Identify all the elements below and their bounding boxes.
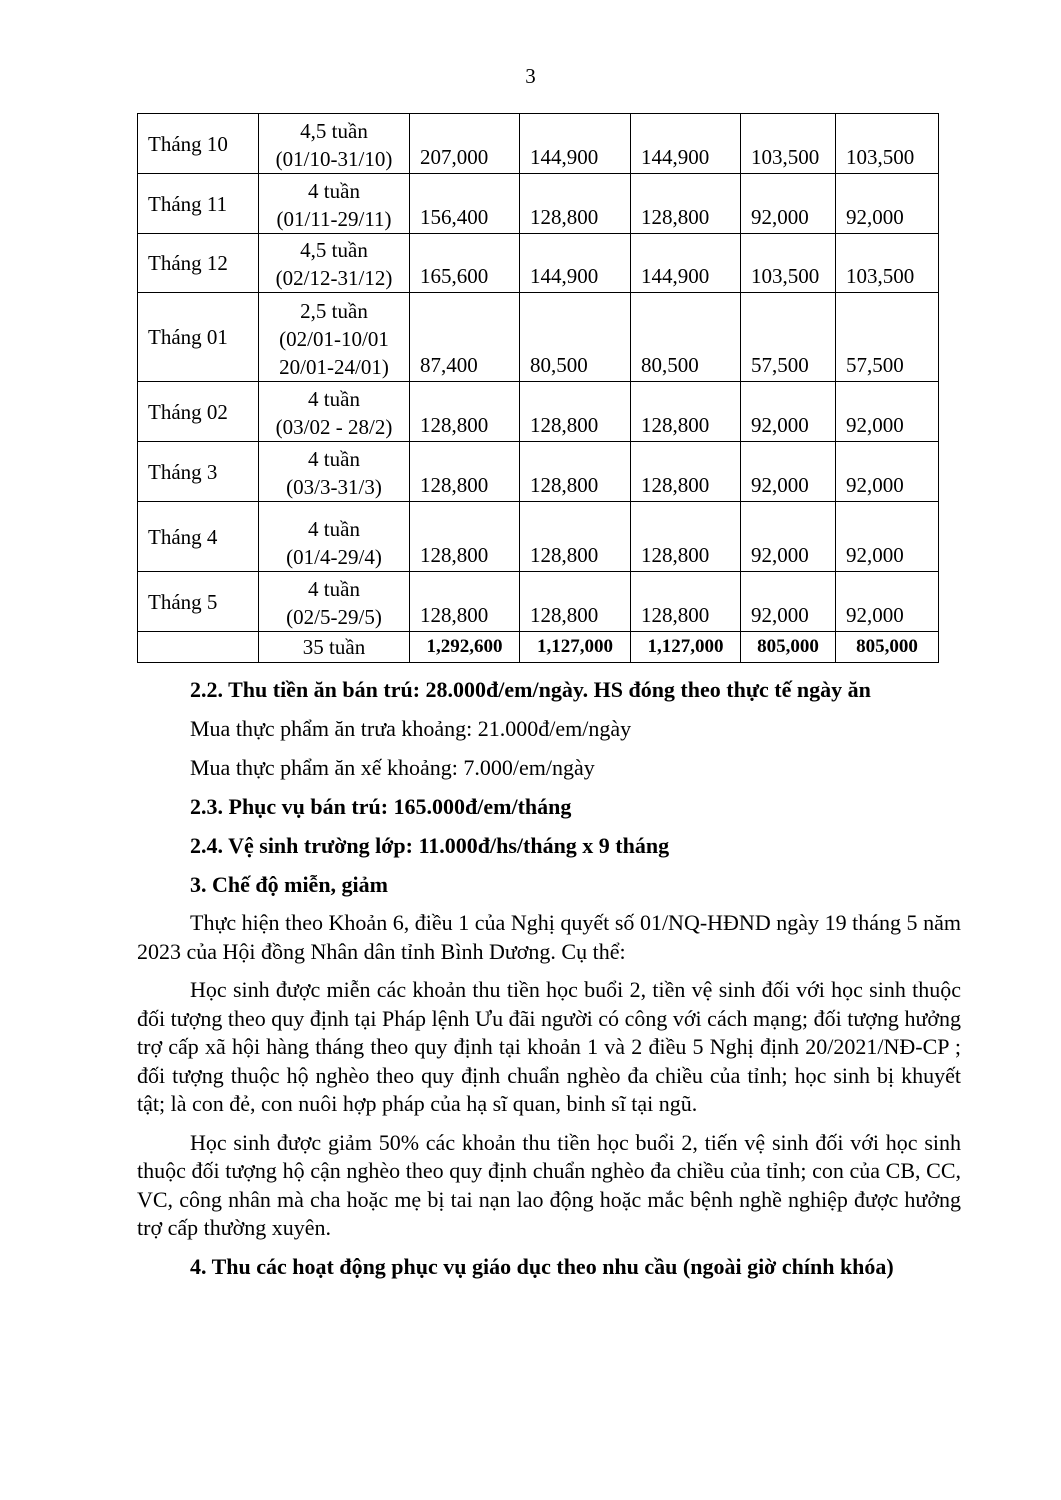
total-value-cell: 1,127,000 bbox=[520, 632, 631, 663]
snack-cost-line: Mua thực phẩm ăn xế khoảng: 7.000/em/ngày bbox=[190, 755, 595, 780]
fee-value-cell: 144,900 bbox=[520, 114, 631, 174]
total-value-cell: 1,292,600 bbox=[410, 632, 520, 663]
date-range: (01/11-29/11) bbox=[276, 207, 392, 231]
month-cell: Tháng 10 bbox=[138, 114, 259, 174]
fee-value-cell: 144,900 bbox=[631, 234, 741, 293]
month-cell: Tháng 01 bbox=[138, 293, 259, 382]
total-weeks-cell: 35 tuần bbox=[259, 632, 410, 663]
week-count: 4 tuần bbox=[308, 387, 360, 411]
fee-value-cell: 128,800 bbox=[631, 174, 741, 234]
fee-value-cell: 165,600 bbox=[410, 234, 520, 293]
month-cell: Tháng 12 bbox=[138, 234, 259, 293]
fee-value-cell: 144,900 bbox=[631, 114, 741, 174]
week-count: 4 tuần bbox=[308, 517, 360, 541]
fee-value-cell: 87,400 bbox=[410, 293, 520, 382]
fee-value-cell: 128,800 bbox=[410, 572, 520, 632]
fee-value-cell: 144,900 bbox=[520, 234, 631, 293]
weeks-cell bbox=[259, 382, 410, 442]
document-body bbox=[137, 676, 961, 1281]
fee-value-cell: 128,800 bbox=[410, 502, 520, 572]
section-2-2-heading: 2.2. Thu tiền ăn bán trú: 28.000đ/em/ngày. HS đóng theo thực tế ngày ăn bbox=[190, 677, 871, 702]
table-row bbox=[138, 572, 939, 632]
fee-value-cell: 128,800 bbox=[520, 442, 631, 502]
fee-value-cell: 128,800 bbox=[410, 442, 520, 502]
weeks-cell bbox=[259, 234, 410, 293]
table-row bbox=[138, 174, 939, 234]
week-count: 2,5 tuần bbox=[300, 299, 368, 323]
weeks-cell bbox=[259, 442, 410, 502]
table-row bbox=[138, 234, 939, 293]
section-2-3-heading: 2.3. Phục vụ bán trú: 165.000đ/em/tháng bbox=[190, 794, 572, 819]
weeks-cell bbox=[259, 114, 410, 174]
fee-value-cell: 207,000 bbox=[410, 114, 520, 174]
weeks-cell bbox=[259, 174, 410, 234]
weeks-cell bbox=[259, 572, 410, 632]
week-count: 4 tuần bbox=[308, 179, 360, 203]
section-3-paragraph-1: Thực hiện theo Khoản 6, điều 1 của Nghị quyết số 01/NQ-HĐND ngày 19 tháng 5 năm 2023 của Hội đồng Nhân dân tỉnh Bình Dương. Cụ thể: bbox=[137, 910, 961, 964]
section-2-4-heading: 2.4. Vệ sinh trường lớp: 11.000đ/hs/tháng x 9 tháng bbox=[190, 833, 670, 858]
page-number: 3 bbox=[525, 64, 536, 88]
month-cell: Tháng 02 bbox=[138, 382, 259, 442]
fee-value-cell: 92,000 bbox=[836, 382, 939, 442]
total-value-cell: 805,000 bbox=[741, 632, 836, 663]
fee-value-cell: 128,800 bbox=[631, 572, 741, 632]
fee-value-cell: 92,000 bbox=[741, 572, 836, 632]
fee-value-cell: 128,800 bbox=[631, 502, 741, 572]
fee-value-cell: 92,000 bbox=[741, 502, 836, 572]
week-count: 4 tuần bbox=[308, 447, 360, 471]
table-row bbox=[138, 382, 939, 442]
fee-value-cell: 103,500 bbox=[741, 114, 836, 174]
fee-value-cell: 92,000 bbox=[741, 442, 836, 502]
fee-value-cell: 128,800 bbox=[520, 174, 631, 234]
fee-value-cell: 92,000 bbox=[836, 174, 939, 234]
table-row bbox=[138, 114, 939, 174]
fee-value-cell: 128,800 bbox=[520, 382, 631, 442]
fee-value-cell: 103,500 bbox=[836, 234, 939, 293]
month-cell: Tháng 3 bbox=[138, 442, 259, 502]
weeks-cell bbox=[259, 293, 410, 382]
table-total-row bbox=[138, 632, 939, 663]
month-cell: Tháng 4 bbox=[138, 502, 259, 572]
week-count: 4,5 tuần bbox=[300, 119, 368, 143]
month-cell: Tháng 11 bbox=[138, 174, 259, 234]
fee-value-cell: 128,800 bbox=[520, 502, 631, 572]
date-range: (03/02 - 28/2) bbox=[275, 415, 393, 439]
weeks-cell bbox=[259, 502, 410, 572]
fee-value-cell: 57,500 bbox=[741, 293, 836, 382]
date-range: 20/01-24/01) bbox=[279, 355, 389, 379]
fee-table bbox=[137, 113, 939, 663]
fee-value-cell: 103,500 bbox=[741, 234, 836, 293]
fee-value-cell: 156,400 bbox=[410, 174, 520, 234]
table-row bbox=[138, 442, 939, 502]
fee-value-cell: 92,000 bbox=[836, 572, 939, 632]
table-row bbox=[138, 502, 939, 572]
week-count: 4,5 tuần bbox=[300, 238, 368, 262]
fee-value-cell: 128,800 bbox=[631, 382, 741, 442]
fee-value-cell: 80,500 bbox=[520, 293, 631, 382]
fee-value-cell: 128,800 bbox=[520, 572, 631, 632]
empty-cell bbox=[138, 632, 259, 663]
fee-value-cell: 92,000 bbox=[741, 174, 836, 234]
date-range: (02/01-10/01 bbox=[279, 327, 389, 351]
table-row bbox=[138, 293, 939, 382]
fee-value-cell: 128,800 bbox=[631, 442, 741, 502]
date-range: (02/12-31/12) bbox=[275, 266, 393, 290]
week-count: 4 tuần bbox=[308, 577, 360, 601]
fee-value-cell: 128,800 bbox=[410, 382, 520, 442]
section-3-heading: 3. Chế độ miễn, giảm bbox=[190, 872, 388, 897]
section-4-heading: 4. Thu các hoạt động phục vụ giáo dục theo nhu cầu (ngoài giờ chính khóa) bbox=[190, 1253, 894, 1279]
fee-value-cell: 80,500 bbox=[631, 293, 741, 382]
section-3-paragraph-2: Học sinh được miễn các khoản thu tiền học buổi 2, tiền vệ sinh đối với học sinh thuộc đối tượng theo quy định tại Pháp lệnh Ưu đãi người có công với cách mạng; đối tượng hưởng trợ cấp xã hội hàng tháng theo quy định tại khoản 1 và 2 điều 5 Nghị định 20/2021/NĐ-CP ; đối tượng thuộc hộ nghèo theo quy định chuẩn nghèo đa chiều của tỉnh; học sinh bị khuyết tật; là con đẻ, con nuôi hợp pháp của hạ sĩ quan, binh sĩ tại ngũ. bbox=[137, 977, 961, 1116]
fee-value-cell: 57,500 bbox=[836, 293, 939, 382]
date-range: (03/3-31/3) bbox=[286, 475, 382, 499]
fee-value-cell: 103,500 bbox=[836, 114, 939, 174]
fee-value-cell: 92,000 bbox=[836, 502, 939, 572]
total-value-cell: 1,127,000 bbox=[631, 632, 741, 663]
lunch-cost-line: Mua thực phẩm ăn trưa khoảng: 21.000đ/em/ngày bbox=[190, 716, 632, 741]
total-value-cell: 805,000 bbox=[836, 632, 939, 663]
date-range: (02/5-29/5) bbox=[286, 605, 382, 629]
fee-value-cell: 92,000 bbox=[836, 442, 939, 502]
fee-value-cell: 92,000 bbox=[741, 382, 836, 442]
month-cell: Tháng 5 bbox=[138, 572, 259, 632]
date-range: (01/4-29/4) bbox=[286, 545, 382, 569]
date-range: (01/10-31/10) bbox=[275, 147, 393, 171]
section-3-paragraph-3: Học sinh được giảm 50% các khoản thu tiền học buổi 2, tiến vệ sinh đối với học sinh thuộc đối tượng hộ cận nghèo theo quy định chuẩn nghèo đa chiều của tỉnh; con của CB, CC, VC, công nhân mà cha hoặc mẹ bị tai nạn lao động hoặc mắc bệnh nghề nghiệp được hưởng trợ cấp thường xuyên. bbox=[137, 1129, 961, 1240]
